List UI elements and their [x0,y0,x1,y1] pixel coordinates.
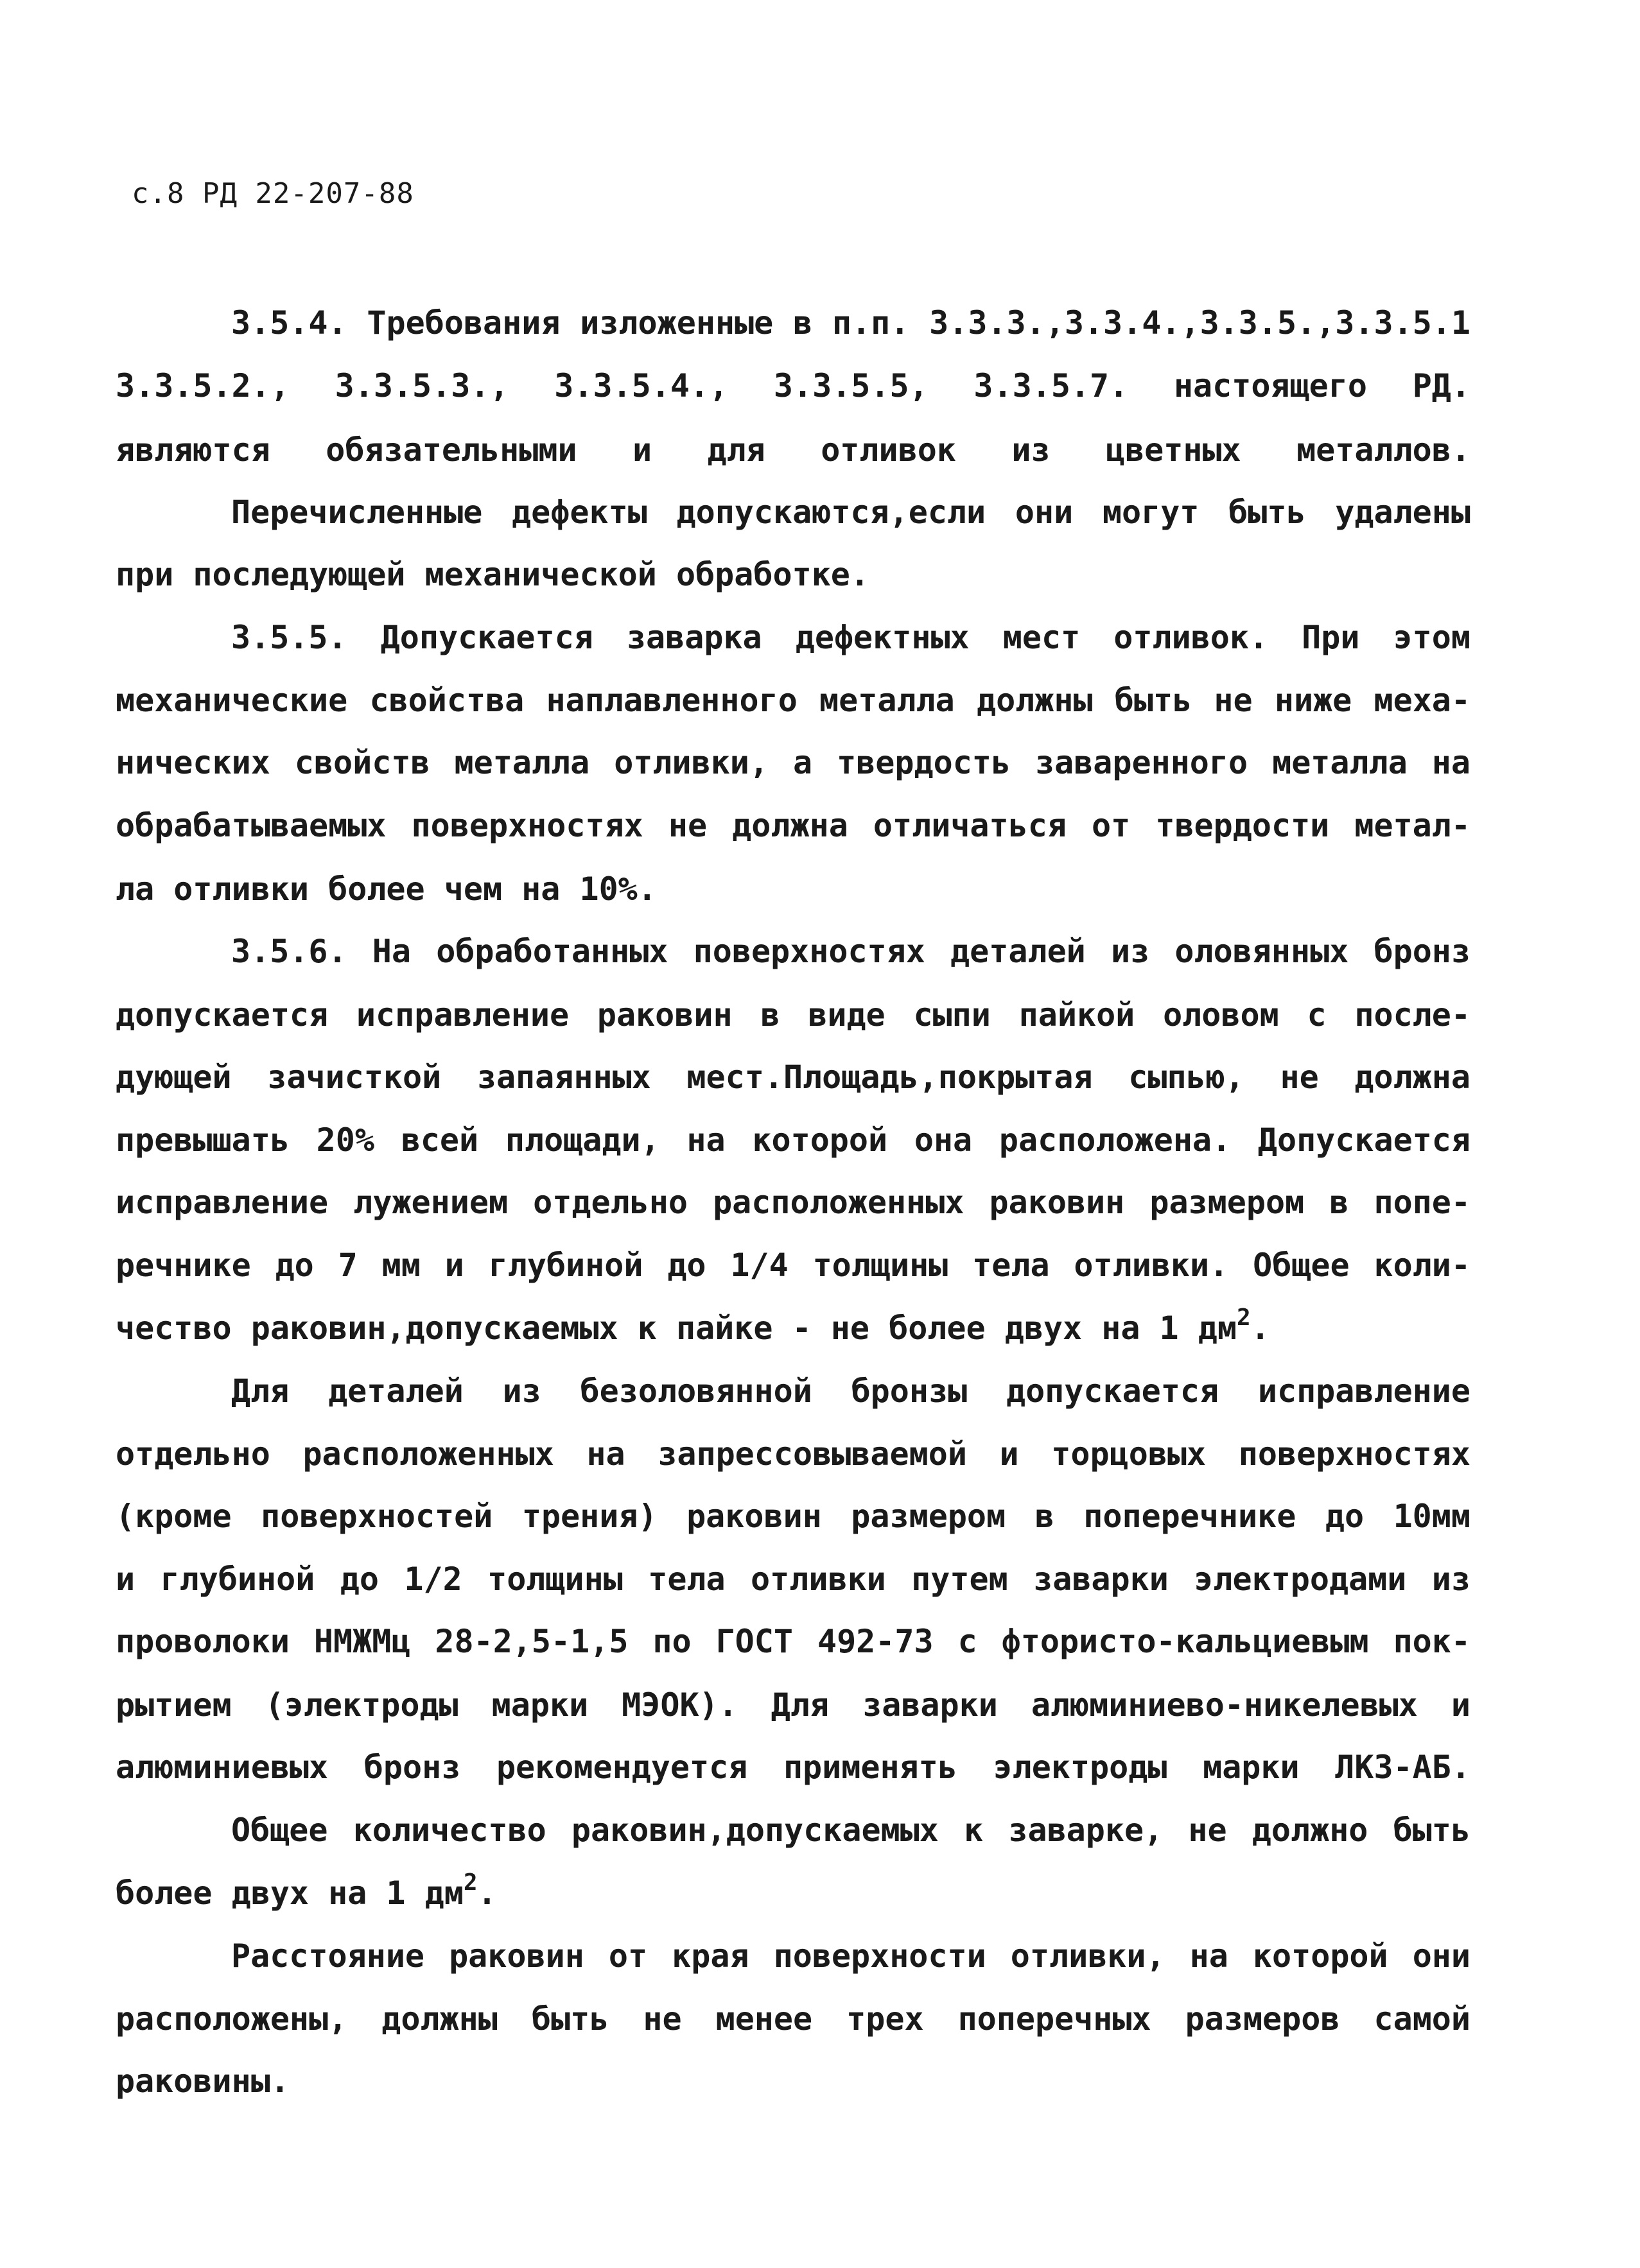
text-line: Общее количество раковин,допускаемых к заварке, не должно быть [231,1812,1470,1849]
text-line: 3.3.5.2., 3.3.5.3., 3.3.5.4., 3.3.5.5, 3.3.5.7. настоящего РД. [116,367,1470,404]
text-line: механические свойства наплавленного металла должны быть не ниже меха- [116,682,1470,719]
text-line: дующей зачисткой запаянных мест.Площадь,покрытая сыпью, не должна [116,1059,1470,1096]
superscript: 2 [1236,1304,1251,1331]
text-line: проволоки НМЖМц 28-2,5-1,5 по ГОСТ 492-73 с фтористо-кальциевым пок- [116,1623,1470,1660]
superscript: 2 [463,1869,478,1896]
line-text: более двух на 1 дм [116,1874,464,1912]
text-line: являются обязательными и для отливок из цветных металлов. [116,431,1470,469]
text-line: исправление лужением отдельно расположенных раковин размером в попе- [116,1184,1470,1221]
text-line: 3.5.4. Требования изложенные в п.п. 3.3.3.,3.3.4.,3.3.5.,3.3.5.1 [231,304,1470,342]
text-line: расположены, должны быть не менее трех поперечных размеров самой [116,2000,1470,2038]
text-line: ла отливки более чем на 10%. [116,870,657,908]
line-end: . [477,1874,497,1912]
text-line: алюминиевых бронз рекомендуется применять электроды марки ЛКЗ-АБ. [116,1749,1470,1786]
text-line: Расстояние раковин от края поверхности отливки, на которой они [231,1937,1470,1975]
text-line: нических свойств металла отливки, а твердость заваренного металла на [116,744,1470,781]
text-line: отдельно расположенных на запрессовываемой и торцовых поверхностях [116,1435,1470,1473]
page-header: с.8 РД 22-207-88 [132,177,414,210]
line-end: . [1250,1310,1270,1347]
text-line: речнике до 7 мм и глубиной до 1/4 толщины тела отливки. Общее коли- [116,1247,1470,1284]
text-line: раковины. [116,2063,290,2100]
text-line: при последующей механической обработке. [116,556,869,593]
line-text: чество раковин,допускаемых к пайке - не более двух на 1 дм [116,1310,1237,1347]
text-line [116,1306,1470,1351]
text-line: обрабатываемых поверхностях не должна отличаться от твердости метал- [116,807,1470,844]
text-line: допускается исправление раковин в виде сыпи пайкой оловом с после- [116,996,1470,1034]
text-line [116,1871,1470,1916]
text-line: рытием (электроды марки МЭОК). Для заварки алюминиево-никелевых и [116,1686,1470,1724]
text-line: и глубиной до 1/2 толщины тела отливки путем заварки электродами из [116,1561,1470,1598]
text-line: Перечисленные дефекты допускаются,если они могут быть удалены [231,494,1470,531]
text-line: превышать 20% всей площади, на которой она расположена. Допускается [116,1121,1470,1159]
text-line: 3.5.6. На обработанных поверхностях деталей из оловянных бронз [231,933,1470,970]
text-line: 3.5.5. Допускается заварка дефектных мест отливок. При этом [231,619,1470,656]
text-line: Для деталей из безоловянной бронзы допускается исправление [231,1372,1470,1410]
text-line: (кроме поверхностей трения) раковин размером в поперечнике до 10мм [116,1498,1470,1535]
